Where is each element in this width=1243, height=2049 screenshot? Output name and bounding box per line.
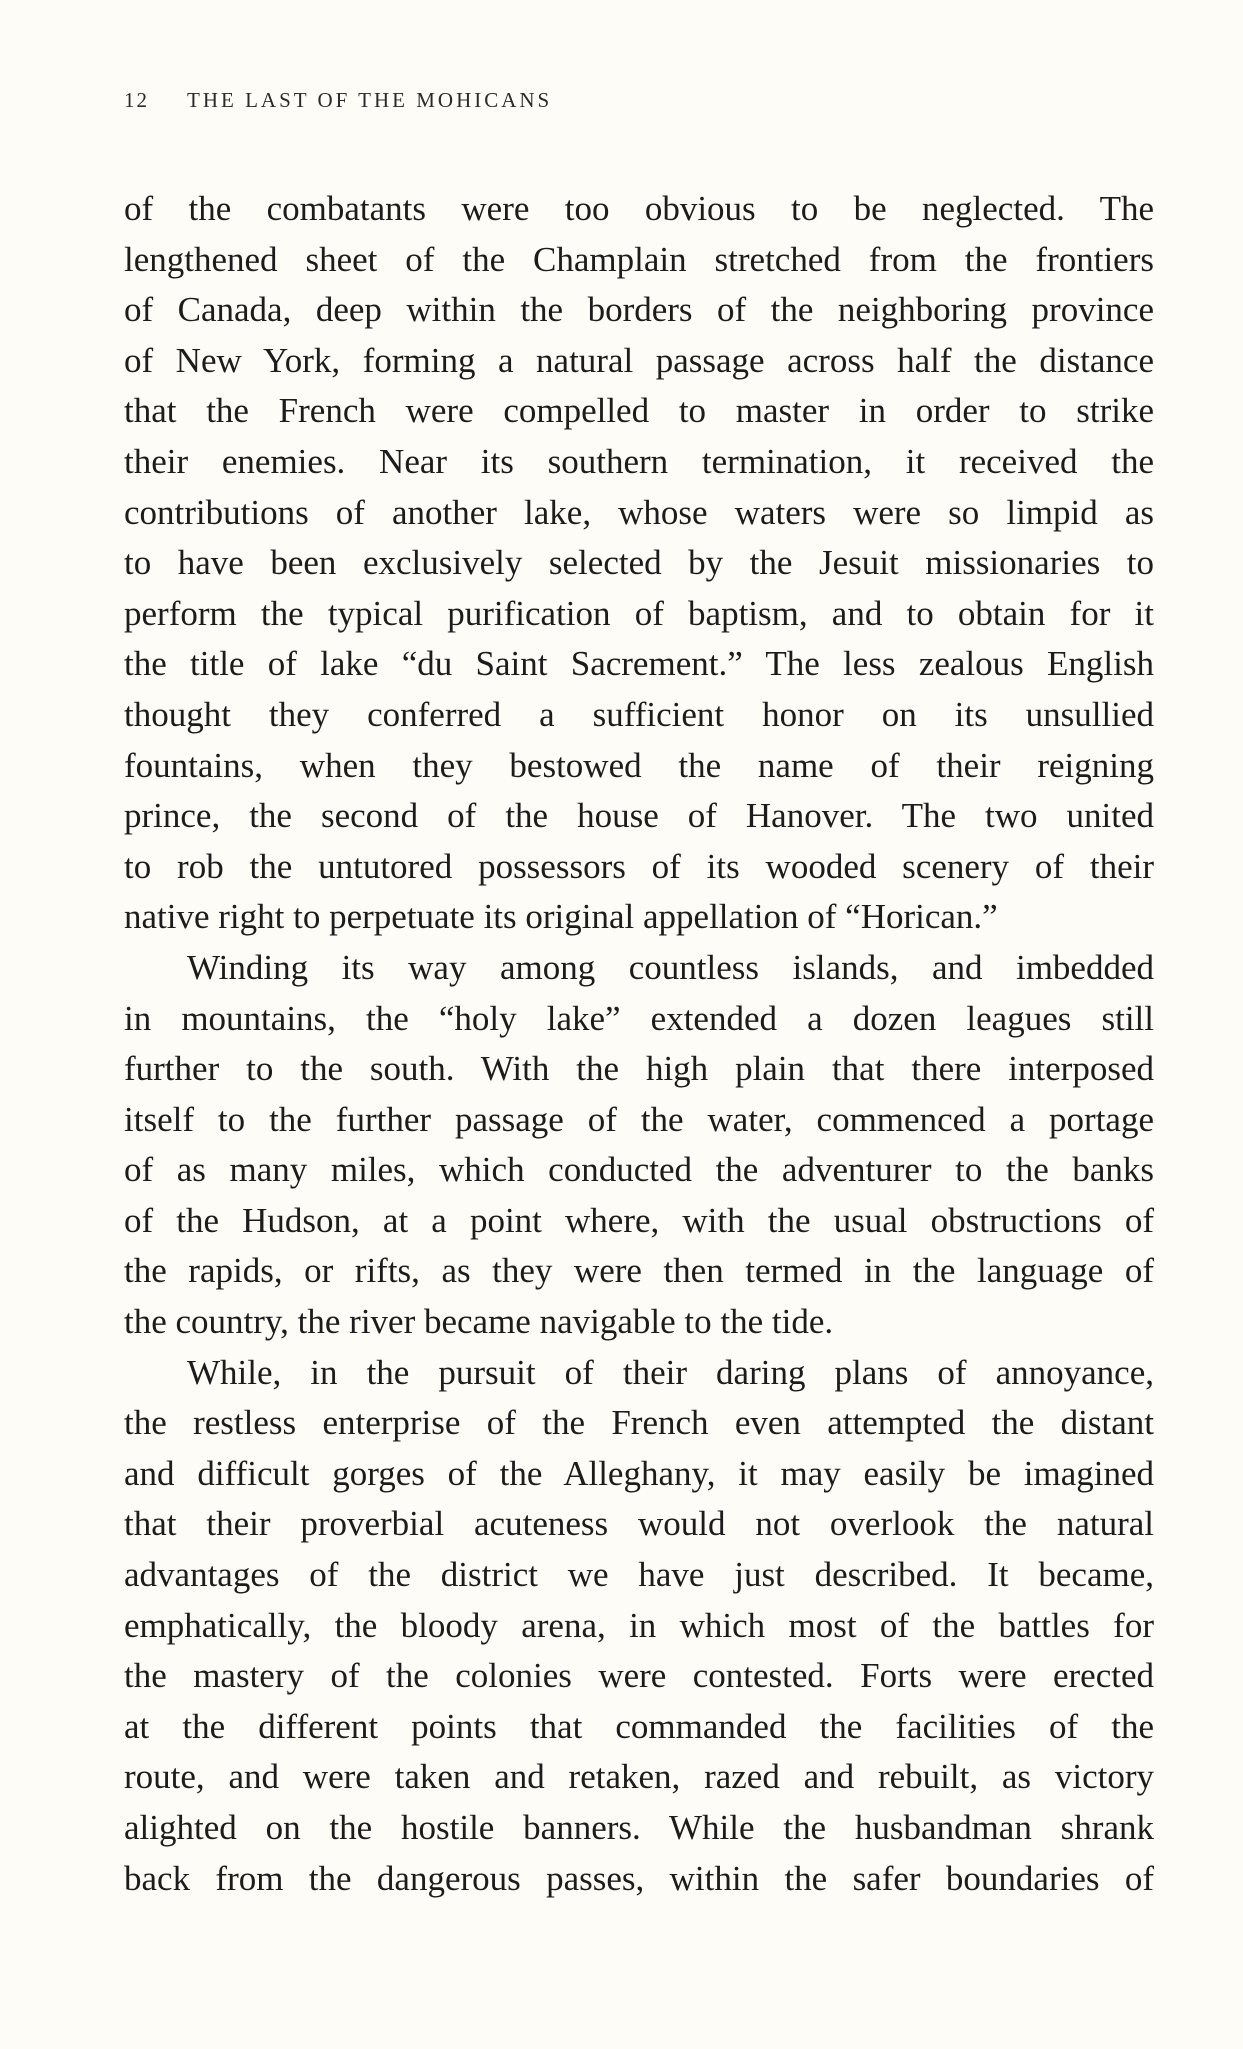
text-line: the mastery of the colonies were contested. Forts were erected (124, 1656, 1154, 1696)
text-line: route, and were taken and retaken, razed and rebuilt, as victory (124, 1757, 1154, 1797)
text-line: native right to perpetuate its original appellation of “Horican.” (124, 897, 998, 937)
text-line: alighted on the hostile banners. While the husbandman shrank (124, 1808, 1154, 1847)
text-line: lengthened sheet of the Champlain stretched from the frontiers (124, 239, 1154, 279)
text-line: advantages of the district we have just described. It became, (124, 1555, 1154, 1595)
text-line: further to the south. With the high plain that there interposed (124, 1049, 1154, 1089)
book-title-header: THE LAST OF THE MOHICANS (187, 88, 553, 112)
text-line: emphatically, the bloody arena, in which most of the battles for (124, 1605, 1154, 1645)
text-line: of the combatants were too obvious to be neglected. The (124, 189, 1154, 228)
text-line: that the French were compelled to master in order to strike (124, 391, 1154, 431)
text-line: perform the typical purification of baptism, and to obtain for it (124, 593, 1154, 633)
text-line: of the Hudson, at a point where, with the usual obstructions of (124, 1200, 1154, 1240)
text-line: of Canada, deep within the borders of the neighboring province (124, 290, 1154, 330)
text-line: of New York, forming a natural passage across half the distance (124, 340, 1154, 380)
paragraph (124, 184, 1154, 943)
text-line: their enemies. Near its southern termination, it received the (124, 441, 1154, 481)
paragraph (124, 1348, 1154, 1905)
body-text (124, 184, 1154, 1904)
text-line: the title of lake “du Saint Sacrement.” The less zealous English (124, 644, 1154, 684)
text-line: at the different points that commanded the facilities of the (124, 1706, 1154, 1746)
text-line: prince, the second of the house of Hanover. The two united (124, 796, 1154, 836)
text-line: and difficult gorges of the Alleghany, it may easily be imagined (124, 1453, 1154, 1493)
text-line: back from the dangerous passes, within the safer boundaries of (124, 1858, 1154, 1898)
text-line: fountains, when they bestowed the name of their reigning (124, 745, 1154, 785)
text-line: the rapids, or rifts, as they were then termed in the language of (124, 1251, 1154, 1291)
text-line: in mountains, the “holy lake” extended a dozen leagues still (124, 998, 1154, 1038)
text-line: While, in the pursuit of their daring plans of annoyance, (187, 1352, 1154, 1392)
text-line: the restless enterprise of the French even attempted the distant (124, 1403, 1154, 1443)
text-line: itself to the further passage of the water, commenced a portage (124, 1099, 1154, 1139)
text-line: to have been exclusively selected by the Jesuit missionaries to (124, 543, 1154, 583)
text-line: Winding its way among countless islands, and imbedded (187, 947, 1154, 987)
running-head (124, 88, 552, 113)
text-line: that their proverbial acuteness would not overlook the natural (124, 1504, 1154, 1544)
page-number: 12 (124, 88, 149, 112)
paragraph (124, 943, 1154, 1348)
text-line: of as many miles, which conducted the adventurer to the banks (124, 1150, 1154, 1190)
text-line: the country, the river became navigable to the tide. (124, 1302, 834, 1342)
text-line: thought they conferred a sufficient honor on its unsullied (124, 694, 1154, 734)
text-line: to rob the untutored possessors of its wooded scenery of their (124, 846, 1154, 886)
text-line: contributions of another lake, whose waters were so limpid as (124, 492, 1154, 532)
